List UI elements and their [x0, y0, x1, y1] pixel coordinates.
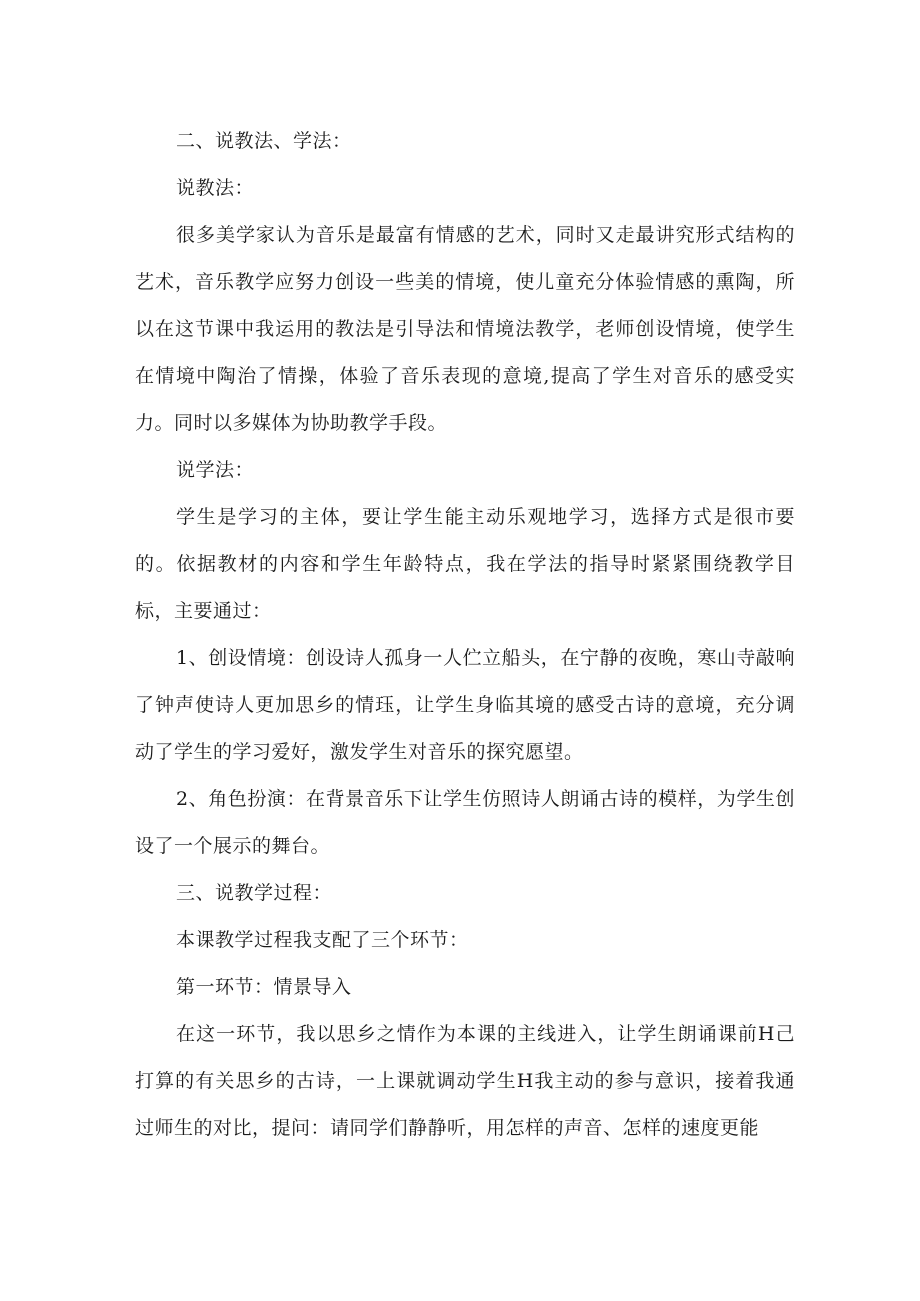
paragraph-learning-method: 学生是学习的主体，要让学生能主动乐观地学习，选择方式是很市要的。依据教材的内容和学生年龄特点，我在学法的指导时紧紧围绕教学目标，主要通过：: [135, 506, 795, 622]
subheading-step-one: 第一环节：情景导入: [176, 976, 352, 998]
paragraph-step-one: 在这一环节，我以思乡之情作为本课的主线进入，让学生朗诵课前H己打算的有关思乡的古诗，一上课就调动学生H我主动的参与意识，接着我通过师生的对比，提问：请同学们静静听，用怎样的声音、怎样的速度更能: [135, 1023, 795, 1139]
list-item-create-scene: 1、创设情境：创设诗人孤身一人伫立船头，在宁静的夜晚，寒山寺敲响了钟声使诗人更加思乡的情珏，让学生身临其境的感受古诗的意境，充分调动了学生的学习爱好，激发学生对音乐的探究愿望。: [135, 647, 795, 763]
section-heading-process: 三、说教学过程：: [176, 882, 333, 904]
subheading-learning-method: 说学法：: [176, 459, 255, 481]
paragraph-teaching-method: 很多美学家认为音乐是最富有情感的艺术，同时又走最讲究形式结构的艺术，音乐教学应努力创设一些美的情境，使儿童充分体验情感的熏陶，所以在这节课中我运用的教法是引导法和情境法教学，老师创设情境，使学生在情境中陶治了情操，体验了音乐表现的意境,提高了学生对音乐的感受实力。同时以多媒体为协助教学手段。: [135, 224, 795, 434]
section-heading-methods: 二、说教法、学法：: [176, 130, 352, 152]
paragraph-process-intro: 本课教学过程我支配了三个环节：: [176, 929, 469, 951]
subheading-teaching-method: 说教法：: [176, 177, 255, 199]
list-item-role-play: 2、角色扮演：在背景音乐下让学生仿照诗人朗诵古诗的模样，为学生创设了一个展示的舞台。: [135, 788, 795, 857]
document-body: [135, 118, 795, 1152]
